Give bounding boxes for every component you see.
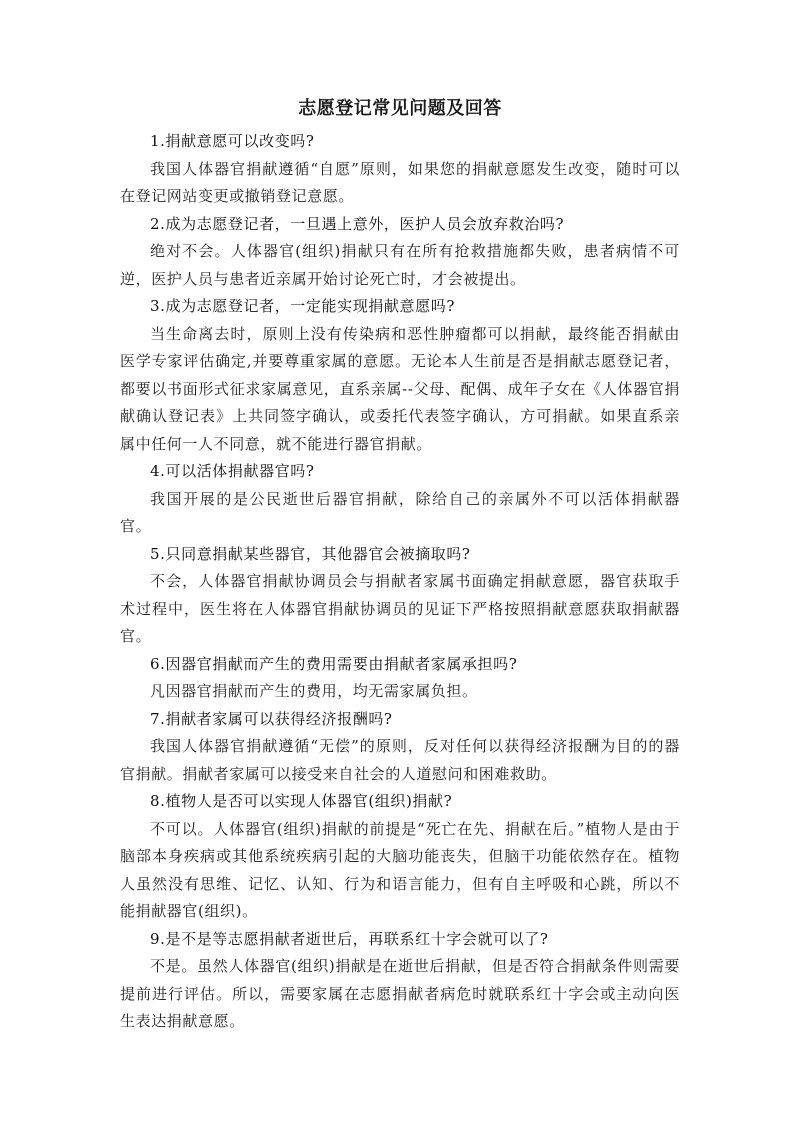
answer-7: 我国人体器官捐献遵循“无偿”的原则，反对任何以获得经济报酬为目的的器官捐献。捐献者家属可以接受来自社会的人道慰问和困难救助。 [120,737,680,783]
answer-8: 不可以。人体器官(组织)捐献的前提是“死亡在先、捐献在后。”植物人是由于脑部本身疾病或其他系统疾病引起的大脑功能丧失，但脑干功能依然存在。植物人虽然没有思维、记忆、认知、行为和语言能力，但有自主呼吸和心跳，所以不能捐献器官(组织)。 [120,819,680,920]
qa-item-9 [120,926,680,1036]
qa-item-1 [120,128,680,211]
question-8: 8.植物人是否可以实现人体器官(组织)捐献? [150,792,453,810]
question-5: 5.只同意捐献某些器官，其他器官会被摘取吗? [150,544,471,563]
qa-item-4 [120,458,680,541]
answer-5: 不会，人体器官捐献协调员会与捐献者家属书面确定捐献意愿，器官获取手术过程中，医生将在人体器官捐献协调员的见证下严格按照捐献意愿获取捐献器官。 [120,572,680,645]
qa-item-6 [120,651,680,706]
document-page [120,96,680,1036]
qa-item-3 [120,293,680,458]
question-1: 1.捐献意愿可以改变吗? [150,132,315,150]
qa-item-7 [120,706,680,789]
question-7: 7.捐献者家属可以获得经济报酬吗? [150,709,393,728]
question-6: 6.因器官捐献而产生的费用需要由捐献者家属承担吗? [150,654,518,673]
question-4: 4.可以活体捐献器官吗? [150,462,315,480]
question-3: 3.成为志愿登记者，一定能实现捐献意愿吗? [150,297,455,315]
answer-2: 绝对不会。人体器官(组织)捐献只有在所有抢救措施都失败，患者病情不可逆，医护人员与患者近亲属开始讨论死亡时，才会被提出。 [120,242,680,288]
question-2: 2.成为志愿登记者，一旦遇上意外，医护人员会放弃救治吗? [150,214,565,233]
qa-item-8 [120,788,680,926]
answer-3: 当生命离去时，原则上没有传染病和恶性肿瘤都可以捐献，最终能否捐献由医学专家评估确定,并要尊重家属的意愿。无论本人生前是否是捐献志愿登记者，都要以书面形式征求家属意见，直系亲属--父母、配偶、成年子女在《人体器官捐献确认登记表》上共同签字确认，或委托代表签字确认，方可捐献。如果直系亲属中任何一人不同意，就不能进行器官捐献。 [120,324,680,453]
answer-6: 凡因器官捐献而产生的费用，均无需家属负担。 [150,682,478,700]
answer-9: 不是。虽然人体器官(组织)捐献是在逝世后捐献，但是否符合捐献条件则需要提前进行评估。所以，需要家属在志愿捐献者病危时就联系红十字会或主动向医生表达捐献意愿。 [120,957,680,1030]
question-9: 9.是不是等志愿捐献者逝世后，再联系红十字会就可以了? [150,929,549,948]
answer-4: 我国开展的是公民逝世后器官捐献，除给自己的亲属外不可以活体捐献器官。 [120,489,680,535]
answer-1: 我国人体器官捐献遵循“自愿”原则，如果您的捐献意愿发生改变，随时可以在登记网站变更或撤销登记意愿。 [120,159,680,205]
qa-item-2 [120,211,680,294]
qa-item-5 [120,541,680,651]
page-title: 志愿登记常见问题及回答 [298,98,502,119]
